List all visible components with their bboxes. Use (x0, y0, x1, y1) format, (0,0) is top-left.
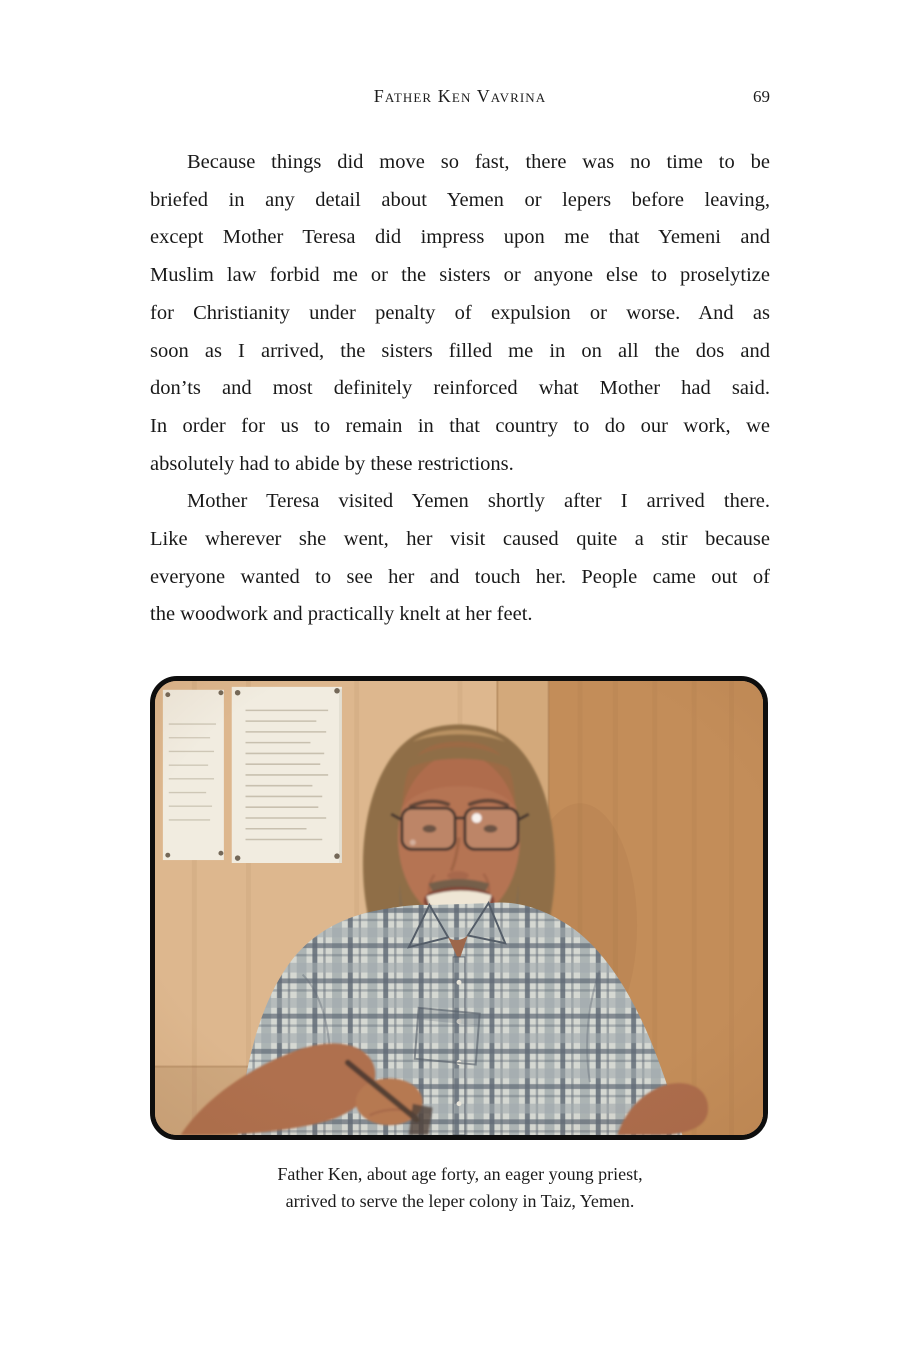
text-line: soon as I arrived, the sisters filled me in on all the dos and (150, 339, 770, 362)
text-line: except Mother Teresa did impress upon me that Yemeni and (150, 226, 770, 249)
vignette (155, 681, 763, 1135)
photo-figure (150, 676, 768, 1140)
text-line: absolutely had to abide by these restrictions. (150, 452, 514, 475)
photo-illustration (155, 681, 763, 1135)
paragraph (150, 144, 770, 483)
text-line: for Christianity under penalty of expulsion or worse. And as (150, 301, 770, 324)
text-line: don’ts and most definitely reinforced what Mother had said. (150, 377, 770, 400)
body-text (150, 144, 770, 634)
photo-frame (150, 676, 768, 1140)
paragraph (150, 483, 770, 634)
text-line: Mother Teresa visited Yemen shortly after I arrived there. (187, 490, 770, 513)
running-header-title: Father Ken Vavrina (373, 86, 547, 106)
text-line: everyone wanted to see her and touch her. People came out of (150, 565, 770, 588)
text-line: Muslim law forbid me or the sisters or anyone else to proselytize (150, 264, 770, 287)
text-line: Like wherever she went, her visit caused quite a stir because (150, 528, 770, 551)
text-line: the woodwork and practically knelt at her feet. (150, 603, 533, 626)
running-header (150, 86, 770, 112)
text-line: briefed in any detail about Yemen or lepers before leaving, (150, 188, 770, 211)
text-line: arrived to serve the leper colony in Taiz, Yemen. (285, 1191, 635, 1211)
page-number: 69 (753, 87, 770, 106)
text-line: In order for us to remain in that country to do our work, we (150, 414, 770, 437)
text-line: Because things did move so fast, there was no time to be (187, 151, 770, 173)
text-line: Father Ken, about age forty, an eager young priest, (277, 1164, 643, 1184)
photo-caption (150, 1161, 770, 1215)
